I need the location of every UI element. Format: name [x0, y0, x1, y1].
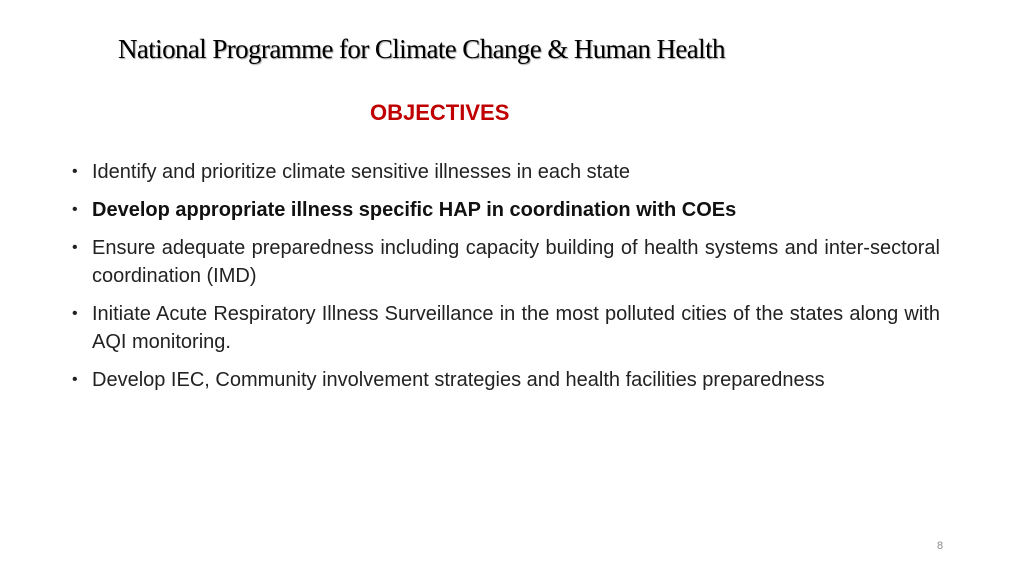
- list-item: [72, 366, 940, 394]
- bullet-icon: •: [72, 163, 78, 180]
- bullet-icon: •: [72, 305, 78, 322]
- page-number: 8: [936, 540, 944, 552]
- list-item-text: Develop IEC, Community involvement strategies and health facilities preparedness: [92, 369, 825, 391]
- objectives-list: [72, 158, 940, 404]
- list-item: [72, 300, 940, 356]
- objectives-heading: OBJECTIVES: [370, 100, 510, 125]
- list-item: [72, 158, 940, 186]
- slide-title: National Programme for Climate Change & Human Health: [118, 34, 725, 64]
- list-item-text: Initiate Acute Respiratory Illness Surveillance in the most polluted cities of the states along with AQI monitoring.: [92, 303, 940, 353]
- bullet-icon: •: [72, 201, 78, 218]
- bullet-icon: •: [72, 239, 78, 256]
- list-item-text: Identify and prioritize climate sensitive illnesses in each state: [92, 161, 631, 183]
- list-item-text: Develop appropriate illness specific HAP in coordination with COEs: [92, 199, 737, 221]
- list-item-text: Ensure adequate preparedness including capacity building of health systems and inter-sectoral coordination (IMD): [92, 237, 940, 287]
- list-item: [72, 234, 940, 290]
- bullet-icon: •: [72, 371, 78, 388]
- list-item: [72, 196, 940, 224]
